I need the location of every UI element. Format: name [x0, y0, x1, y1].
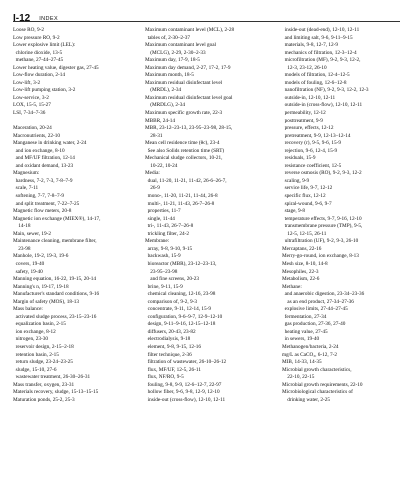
index-entry: materials, 9-8, 12-7, 12-9 — [282, 42, 338, 49]
index-entry: Mass balance: — [13, 306, 43, 313]
index-entry: spiral-wound, 9-6, 9-7 — [282, 200, 332, 207]
index-entry: Methanogen/bacteria, 2-24 — [282, 343, 339, 350]
index-entry: Maximum month, 18-5 — [145, 72, 194, 79]
index-entry: chlorine dioxide, 13-5 — [13, 49, 63, 56]
index-entry: Macronutrients, 22-10 — [13, 132, 60, 139]
index-entry: bioreactor (MBR), 23-12–23-13, — [145, 260, 217, 267]
index-entry: models of filtration, 12-4–12-5 — [282, 72, 350, 79]
index-entry: Merry-go-round, ion exchange, 8-13 — [282, 253, 359, 260]
index-entry: reservoir design, 2-15–2-18 — [13, 343, 74, 350]
index-entry: Maximum day demand, 2-27, 17-2, 17-9 — [145, 64, 231, 71]
index-entry: microfiltration (MF), 9-2, 9-3, 12-2, — [282, 57, 361, 64]
index-entry: MBBR, 24-14 — [145, 117, 176, 124]
index-entry: flux, NF/RO, 9-5 — [145, 374, 184, 381]
index-entry: Maturation ponds, 25-2, 25-3 — [13, 396, 75, 403]
index-entry: Low-lift pumping station, 3-2 — [13, 87, 76, 94]
index-entry: Mass transfer, oxygen, 23-31 — [13, 381, 75, 388]
index-entry: properties, 11-7 — [145, 208, 181, 215]
index-entry: Microbiological characteristics of — [282, 389, 353, 396]
running-title: INDEX — [39, 16, 59, 22]
index-entry: explosive limits, 27-44–27-45 — [282, 306, 348, 313]
index-entry: sludge, 15-10, 27-6 — [13, 366, 57, 373]
index-entry: nitrogen, 23-30 — [13, 336, 48, 343]
index-entry: MBR, 23-12–23-13, 23-95–23-98, 28-15, — [145, 125, 233, 132]
page-number: I-12 — [13, 13, 31, 24]
index-entry: LOX, 15-5, 15-27 — [13, 102, 51, 109]
index-entry: fermentation, 27-34 — [282, 313, 327, 320]
index-entry: Materials recovery, sludge, 15-13–15-15 — [13, 389, 99, 396]
index-entry: electrodialysis, 9-18 — [145, 336, 191, 343]
index-entry: Mesophiles, 22-3 — [282, 268, 319, 275]
index-entry: Low pressure RO, 9-2 — [13, 34, 60, 41]
index-entry: posttreatment, 9-9 — [282, 117, 323, 124]
index-entry: trickling filter, 24-2 — [145, 230, 189, 237]
index-entry: activated sludge process, 23-15–23-16 — [13, 313, 97, 320]
index-entry: filtration of wastewater, 26-10–26-12 — [145, 359, 227, 366]
index-entry: Low-lift, 3-2 — [13, 79, 41, 86]
index-entry: and ion exchange, 8-10 — [13, 147, 65, 154]
index-entry: Manufacturer's standard conditions, 9-16 — [13, 291, 100, 298]
index-entry: and split treatment, 7-22–7-25 — [13, 200, 80, 207]
index-entry: transmembrane pressure (TMP), 9-5, — [282, 223, 363, 230]
index-entry: in sewers, 19-40 — [282, 336, 320, 343]
index-entry: safety, 19-40 — [13, 268, 43, 275]
index-entry — [13, 118, 138, 126]
index-entry: Manhole, 19-2, 19-3, 19-6 — [13, 253, 69, 260]
index-entry: Maximum residual disinfectant level — [145, 79, 223, 86]
index-entry: Lower heating value, digester gas, 27-45 — [13, 64, 99, 71]
index-entry: rejection, 9-6, 12-4, 15-9 — [282, 147, 338, 154]
index-entry: (MCLG), 2-29, 2-30–2-33 — [145, 49, 206, 56]
index-entry: scaling, 9-9 — [282, 177, 310, 184]
index-entry: resistance coefficient, 12-5 — [282, 162, 342, 169]
index-entry: 12-5, 12-15, 26-11 — [282, 230, 327, 237]
index-entry: 23-95–23-98 — [145, 268, 178, 275]
index-entry: chemical cleaning, 12-16, 23-98 — [145, 291, 216, 298]
index-entry: specific flux, 12-12 — [282, 193, 326, 200]
index-entry: heating value, 27-45 — [282, 328, 328, 335]
index-entry: Mercaptans, 22-16 — [282, 245, 322, 252]
index-entry: Magnetic flow meters, 20-8 — [13, 208, 72, 215]
index-entry: inside-out (cross-flow), 12-10, 12-11 — [145, 396, 226, 403]
index-entry: 23-98 — [13, 245, 31, 252]
index-entry: reverse osmosis (RO), 9-2, 9-3, 12-2 — [282, 170, 362, 177]
index-entry: backwash, 15-9 — [145, 253, 181, 260]
index-entry: MIB, 14-33, 14-35 — [282, 359, 322, 366]
index-entry: element, 9-8, 9-15, 12-16 — [145, 343, 201, 350]
index-entry: multi-, 11-21, 11-43, 26-7–26-8 — [145, 200, 215, 207]
index-entry: and anaerobic digestion, 23-34–23-36 — [282, 291, 365, 298]
index-entry: ultrafiltration (UF), 9-2, 9-3, 26-10 — [282, 238, 359, 245]
index-entry: outside-in (cross-flow), 12-10, 12-11 — [282, 102, 363, 109]
index-entry: Metabolism, 22-6 — [282, 276, 320, 283]
index-entry: Low-flow duration, 2-14 — [13, 72, 66, 79]
index-entry: LSI, 7-34–7-36 — [13, 110, 46, 117]
index-entry: models of fouling, 12-6–12-8 — [282, 79, 347, 86]
index-entry: concentrate, 9-11, 12-14, 15-9 — [145, 306, 211, 313]
index-entry: pressure, effects, 12-12 — [282, 125, 334, 132]
index-entry: Maximum contaminant level goal — [145, 42, 217, 49]
index-column-3 — [282, 27, 407, 404]
index-entry: and fine screens, 20-23 — [145, 276, 199, 283]
index-entry: service life, 9-7, 12-12 — [282, 185, 333, 192]
index-entry: Manning's n, 19-17, 19-18 — [13, 283, 69, 290]
index-entry: Membrane: — [145, 238, 170, 245]
index-entry: softening, 7-7, 7-8–7-9 — [13, 193, 65, 200]
index-entry: Maintenance cleaning, membrane filter, — [13, 238, 97, 245]
page-header — [13, 8, 400, 22]
index-entry: temperature effects, 9-7, 9-16, 12-10 — [282, 215, 362, 222]
index-entry: 14-18 — [13, 223, 31, 230]
index-entry: and oxidant demand, 13-23 — [13, 162, 74, 169]
index-entry: hollow fiber, 9-6, 9-8, 12-9, 12-10 — [145, 389, 220, 396]
index-entry: wastewater treatment, 26-30–26-31 — [13, 374, 91, 381]
index-entry: ion exchange, 8-12 — [13, 328, 56, 335]
index-entry: Margin of safety (MOS), 18-13 — [13, 298, 79, 305]
index-entry: comparison of, 9-2, 9-3 — [145, 298, 198, 305]
index-column-2 — [145, 27, 273, 404]
index-entry: Magnetic ion exchange (MIEX®), 14-17, — [13, 215, 101, 222]
index-entry: Manganese in drinking water, 2-24 — [13, 140, 87, 147]
index-entry: design, 9-11–9-16, 12-15–12-18 — [145, 321, 216, 328]
index-entry: outside-in, 12-10, 12-11 — [282, 94, 336, 101]
index-entry: Loose RO, 9-2 — [13, 27, 45, 33]
index-entry: 28-31 — [145, 132, 163, 139]
index-entry: retention basin, 2-15 — [13, 351, 59, 358]
index-entry: nanofiltration (NF), 9-2, 9-3, 12-2, 12-3 — [282, 87, 369, 94]
index-entry: permeability, 12-12 — [282, 110, 326, 117]
index-entry: Microbial growth characteristics, — [282, 366, 352, 373]
index-entry: mechanics of filtration, 12-3–12-4 — [282, 49, 357, 56]
index-entry: drinking water, 2-25 — [282, 396, 331, 403]
index-entry: tri-, 11-43, 26-7–26-8 — [145, 223, 194, 230]
index-entry: configuration, 9-6–9-7, 12-9–12-10 — [145, 313, 223, 320]
index-entry: fouling, 9-8, 9-9, 12-6–12-7, 22-97 — [145, 381, 222, 388]
index-column-1 — [13, 27, 138, 404]
index-entry: 22-10, 22-15 — [282, 374, 315, 381]
index-entry: Mean cell residence time (θc), 23-4 — [145, 140, 220, 147]
index-entry: as an end product, 27-34–27-36 — [282, 298, 354, 305]
index-entry: and MF/UF filtration, 12-14 — [13, 155, 75, 162]
index-entry: 26-9 — [145, 185, 160, 192]
index-entry: array, 9-8, 9-10, 9-15 — [145, 245, 193, 252]
index-entry: inside-out (dead-end), 12-10, 12-11 — [282, 27, 360, 33]
index-entry: return sludge, 23-24–23-25 — [13, 359, 73, 366]
index-entry: Maximum contaminant level (MCL), 2-28 — [145, 27, 235, 33]
index-entry: pretreatment, 9-9, 12-13–12-14 — [282, 132, 351, 139]
index-entry: Mechanical sludge collectors, 10-21, — [145, 155, 223, 162]
index-entry: covers, 19-40 — [13, 260, 45, 267]
index-entry: 10-22, 10-24 — [145, 162, 178, 169]
index-entry: Maceration, 20-24 — [13, 125, 52, 132]
index-entry: and limiting salt, 9-6, 9-11–9-15 — [282, 34, 353, 41]
index-entry: hardness, 7-2, 7-3, 7-8–7-9 — [13, 177, 73, 184]
index-entry: gas production, 27-36, 27-40 — [282, 321, 346, 328]
index-entry: Maximum day, 17-9, 18-5 — [145, 57, 200, 64]
index-entry: Mesh size, 8-10, 14-8 — [282, 260, 328, 267]
index-entry: tables of, 2-30–2-37 — [145, 34, 191, 41]
index-entry: stage, 9-8 — [282, 208, 306, 215]
index-entry: Manning equation, 16-22, 19-15, 20-14 — [13, 276, 96, 283]
index-entry: single, 11-44 — [145, 215, 175, 222]
index-entry: dual, 11-20, 11-21, 11-42, 26-6–26-7, — [145, 177, 227, 184]
index-entry: Maximum residual disinfectant level goal — [145, 94, 233, 101]
index-entry: (MRDLG), 2-34 — [145, 102, 185, 109]
index-entry: residuals, 15-9 — [282, 155, 316, 162]
index-entry: Main, sewer, 19-2 — [13, 230, 51, 237]
index-entry: Low-service, 3-2 — [13, 94, 49, 101]
header-rule — [13, 21, 400, 22]
index-entry: Media: — [145, 170, 160, 177]
index-entry: scale, 7-11 — [13, 185, 39, 192]
index-entry: (MRDL), 2-34 — [145, 87, 182, 94]
index-entry: mono-, 11-20, 11-21, 11-44, 26-8 — [145, 193, 218, 200]
index-entry: equalization basin, 2-15 — [13, 321, 66, 328]
index-entry: Methane: — [282, 283, 302, 290]
index-entry: diffusers, 20-43, 23-82 — [145, 328, 196, 335]
index-entry: methane, 27-44–27-45 — [13, 57, 64, 64]
index-entry: Magnesium: — [13, 170, 40, 177]
index-entry: Maximum specific growth rate, 22-3 — [145, 110, 223, 117]
index-entry: brine, 9-11, 15-9 — [145, 283, 183, 290]
index-entry: 12-3, 23-12, 26-10 — [282, 64, 327, 71]
index-entry: recovery (r), 9-5, 9-6, 15-9 — [282, 140, 342, 147]
index-entry: Lower explosive limit (LEL): — [13, 42, 76, 49]
index-entry: filter technique, 2-36 — [145, 351, 192, 358]
index-entry: See also Solids retention time (SRT) — [145, 147, 225, 154]
index-entry: flux, MF/UF, 12-5, 26-11 — [145, 366, 201, 373]
index-entry: Microbial growth requirements, 22-10 — [282, 381, 363, 388]
index-entry: mg/L as CaCO₃, 6-12, 7-2 — [282, 351, 338, 358]
